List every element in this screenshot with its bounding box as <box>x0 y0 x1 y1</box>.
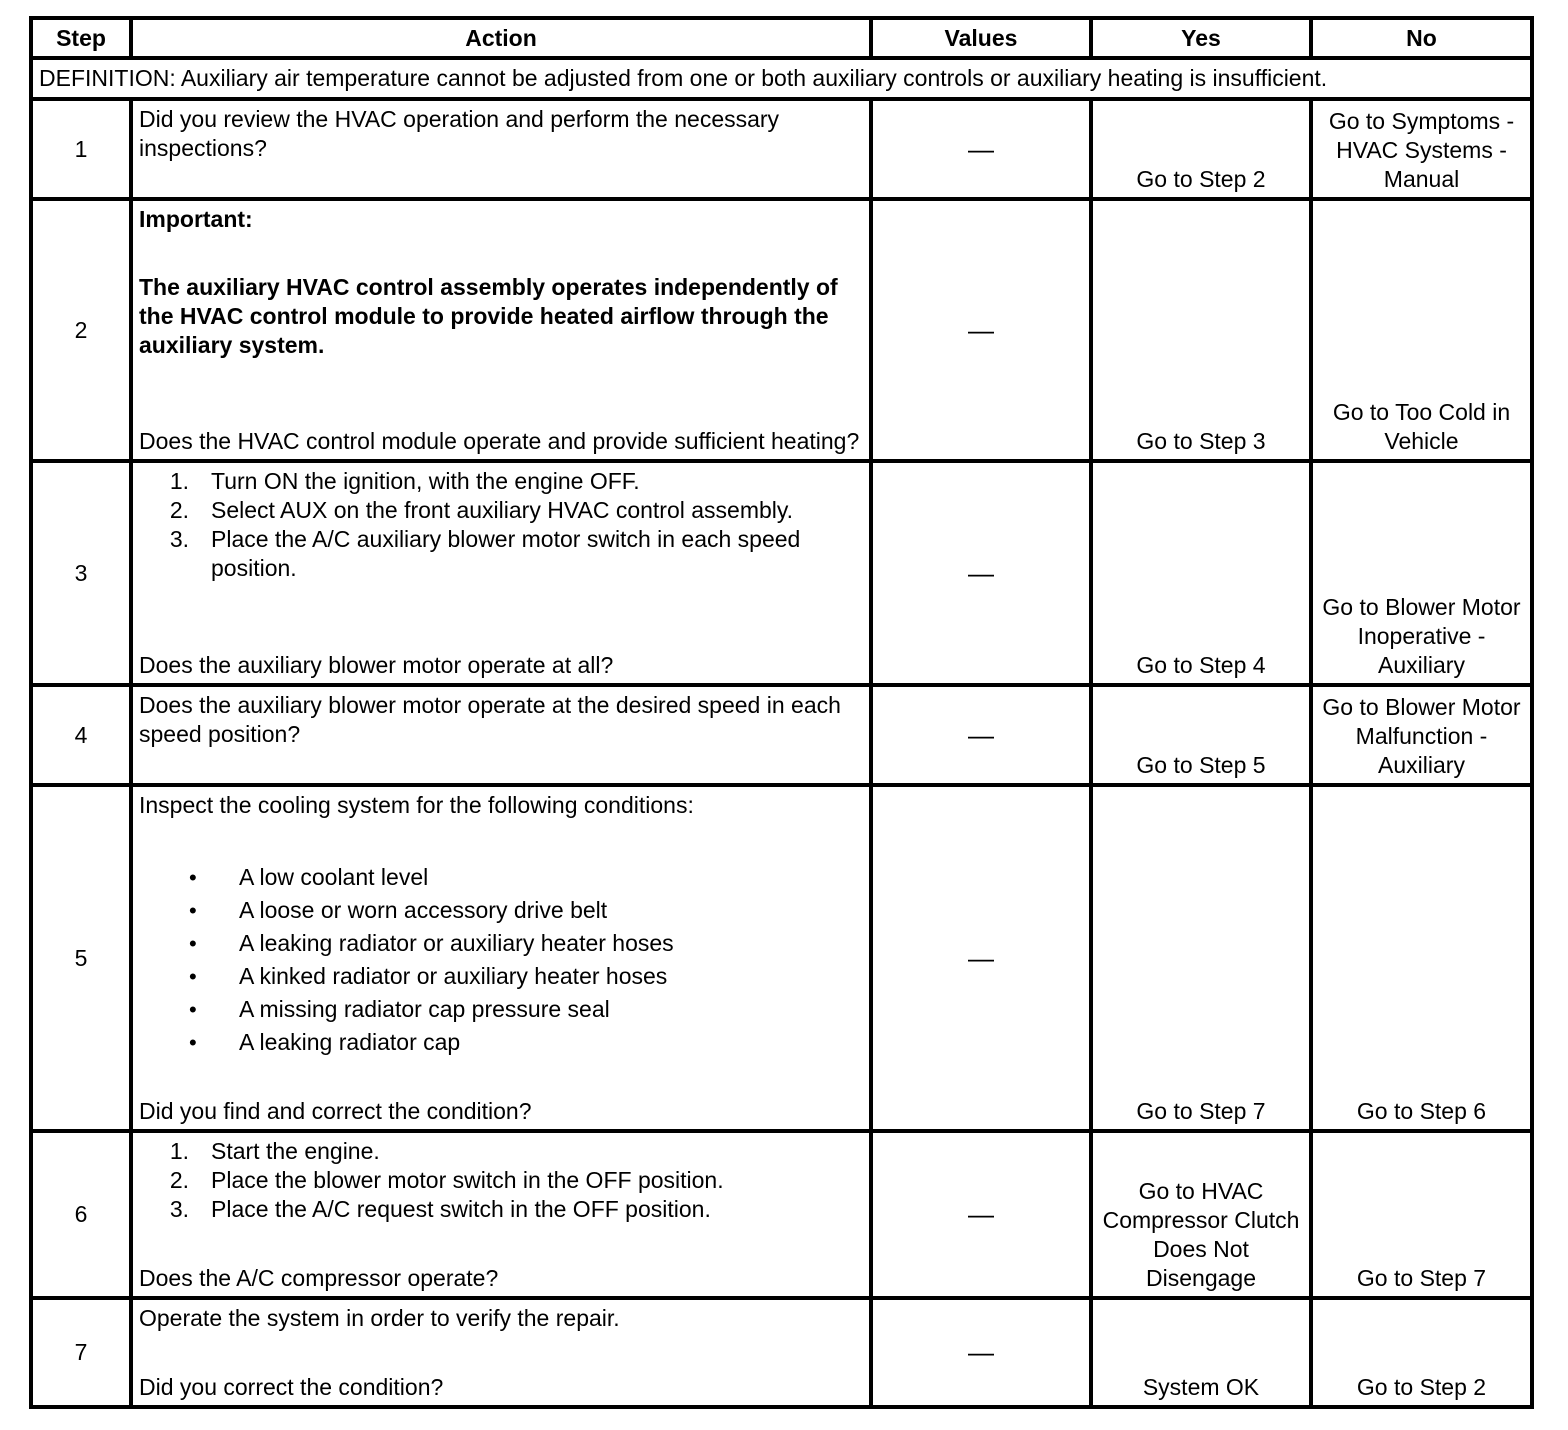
action-question: Did you review the HVAC operation and perform the necessary inspections? <box>139 106 780 161</box>
yes-cell: Go to Step 2 <box>1091 99 1311 199</box>
values-cell: — <box>871 1298 1091 1407</box>
list-item <box>139 896 863 925</box>
bullet-icon: • <box>189 964 197 989</box>
condition-text: A missing radiator cap pressure seal <box>239 996 610 1022</box>
header-action: Action <box>131 18 871 58</box>
header-row <box>31 18 1532 58</box>
no-cell: Go to Step 2 <box>1311 1298 1532 1407</box>
bullet-icon: • <box>189 865 197 890</box>
values-cell: — <box>871 199 1091 461</box>
step-number: 7 <box>31 1298 131 1407</box>
step-number: 4 <box>31 685 131 785</box>
values-cell: — <box>871 785 1091 1131</box>
definition-text: DEFINITION: Auxiliary air temperature cannot be adjusted from one or both auxiliary controls or auxiliary heating is insufficient. <box>31 58 1532 99</box>
action-question: Does the A/C compressor operate? <box>139 1265 499 1291</box>
action-intro: Operate the system in order to verify the repair. <box>139 1305 620 1331</box>
table-row <box>31 99 1532 199</box>
yes-cell: Go to Step 7 <box>1091 785 1311 1131</box>
header-no: No <box>1311 18 1532 58</box>
values-cell: — <box>871 461 1091 685</box>
substep-number: 3. <box>169 526 189 552</box>
important-label: Important: <box>139 206 253 232</box>
header-step: Step <box>31 18 131 58</box>
yes-cell: System OK <box>1091 1298 1311 1407</box>
action-question: Does the auxiliary blower motor operate at the desired speed in each speed position? <box>139 692 841 747</box>
action-cell <box>131 461 871 685</box>
list-item <box>139 467 863 496</box>
values-cell: — <box>871 685 1091 785</box>
action-cell <box>131 1131 871 1298</box>
table-row <box>31 1131 1532 1298</box>
no-cell: Go to Blower Motor Inoperative - Auxiliary <box>1311 461 1532 685</box>
action-intro: Inspect the cooling system for the following conditions: <box>139 792 694 818</box>
bullet-icon: • <box>189 898 197 923</box>
substep-number: 2. <box>169 1167 189 1193</box>
important-text: The auxiliary HVAC control assembly operates independently of the HVAC control module to provide heated airflow through the auxiliary system. <box>139 274 838 358</box>
table-row <box>31 461 1532 685</box>
header-yes: Yes <box>1091 18 1311 58</box>
action-cell <box>131 1298 871 1407</box>
substep-list <box>139 1137 863 1224</box>
action-question: Does the HVAC control module operate and provide sufficient heating? <box>139 428 860 454</box>
substep-number: 1. <box>169 1138 189 1164</box>
list-item <box>139 962 863 991</box>
action-cell <box>131 199 871 461</box>
list-item <box>139 1137 863 1166</box>
substep-text: Place the A/C request switch in the OFF position. <box>211 1196 711 1222</box>
list-item <box>139 1028 863 1057</box>
list-item <box>139 1195 863 1224</box>
values-cell: — <box>871 99 1091 199</box>
no-cell: Go to Blower Motor Malfunction - Auxiliary <box>1311 685 1532 785</box>
step-number: 1 <box>31 99 131 199</box>
action-cell <box>131 685 871 785</box>
step-number: 3 <box>31 461 131 685</box>
condition-text: A kinked radiator or auxiliary heater hoses <box>239 963 668 989</box>
table-row <box>31 685 1532 785</box>
substep-text: Place the blower motor switch in the OFF position. <box>211 1167 724 1193</box>
substep-text: Turn ON the ignition, with the engine OFF. <box>211 468 640 494</box>
condition-text: A leaking radiator cap <box>239 1029 461 1055</box>
diagnostic-table <box>29 16 1534 1409</box>
list-item <box>139 995 863 1024</box>
condition-text: A leaking radiator or auxiliary heater hoses <box>239 930 674 956</box>
bullet-icon: • <box>189 997 197 1022</box>
condition-text: A low coolant level <box>239 864 429 890</box>
action-question: Did you find and correct the condition? <box>139 1098 532 1124</box>
action-cell <box>131 99 871 199</box>
bullet-icon: • <box>189 931 197 956</box>
list-item <box>139 1166 863 1195</box>
table-row <box>31 785 1532 1131</box>
list-item <box>139 496 863 525</box>
substep-list <box>139 467 863 583</box>
substep-number: 3. <box>169 1196 189 1222</box>
no-cell: Go to Symptoms - HVAC Systems - Manual <box>1311 99 1532 199</box>
table-row <box>31 1298 1532 1407</box>
list-item <box>139 863 863 892</box>
bullet-icon: • <box>189 1030 197 1055</box>
step-number: 6 <box>31 1131 131 1298</box>
no-cell: Go to Step 6 <box>1311 785 1532 1131</box>
substep-number: 1. <box>169 468 189 494</box>
list-item <box>139 929 863 958</box>
substep-text: Select AUX on the front auxiliary HVAC control assembly. <box>211 497 794 523</box>
condition-text: A loose or worn accessory drive belt <box>239 897 608 923</box>
substep-text: Start the engine. <box>211 1138 380 1164</box>
list-item <box>139 525 863 583</box>
yes-cell: Go to Step 5 <box>1091 685 1311 785</box>
header-values: Values <box>871 18 1091 58</box>
action-question: Does the auxiliary blower motor operate at all? <box>139 652 614 678</box>
condition-list <box>139 863 863 1057</box>
step-number: 5 <box>31 785 131 1131</box>
yes-cell: Go to Step 3 <box>1091 199 1311 461</box>
no-cell: Go to Too Cold in Vehicle <box>1311 199 1532 461</box>
substep-text: Place the A/C auxiliary blower motor switch in each speed position. <box>211 526 801 581</box>
substep-number: 2. <box>169 497 189 523</box>
action-cell <box>131 785 871 1131</box>
action-question: Did you correct the condition? <box>139 1374 444 1400</box>
definition-row <box>31 58 1532 99</box>
yes-cell: Go to HVAC Compressor Clutch Does Not Disengage <box>1091 1131 1311 1298</box>
no-cell: Go to Step 7 <box>1311 1131 1532 1298</box>
step-number: 2 <box>31 199 131 461</box>
table-row <box>31 199 1532 461</box>
yes-cell: Go to Step 4 <box>1091 461 1311 685</box>
values-cell: — <box>871 1131 1091 1298</box>
